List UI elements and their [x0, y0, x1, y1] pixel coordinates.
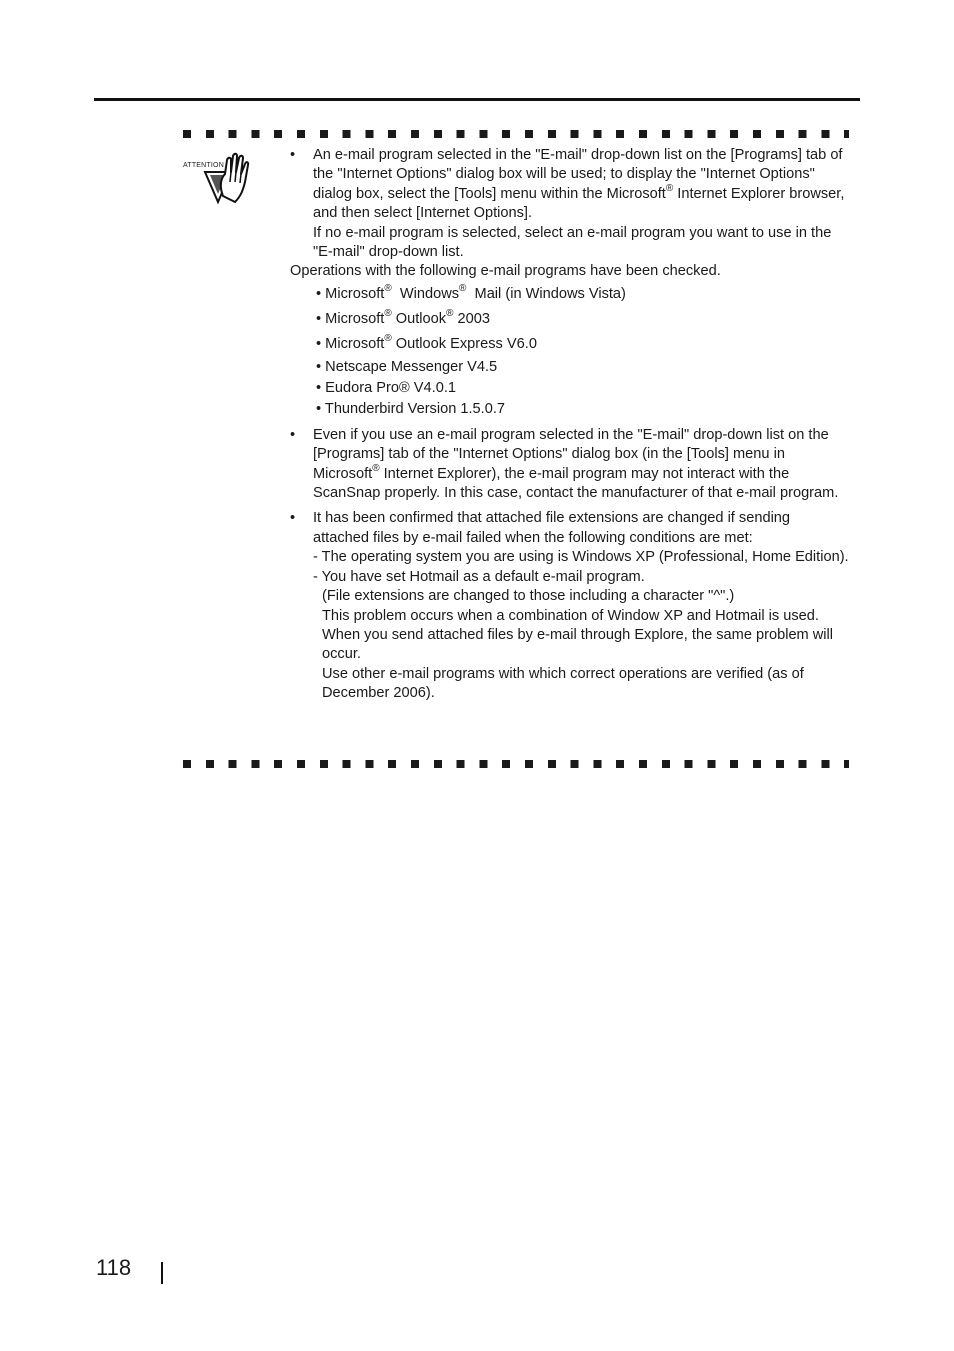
attention-top-border [183, 130, 849, 138]
condition-note: Use other e-mail programs with which correct operations are verified (as of December 2006). [322, 665, 804, 702]
attention-hand-icon [201, 152, 261, 206]
registered-mark: ® [446, 307, 454, 319]
bullet-paragraph [313, 146, 850, 224]
list-item [316, 307, 850, 332]
registered-mark: ® [372, 462, 380, 474]
bullet-dot: • [290, 510, 296, 527]
bullet1-text-a: An e-mail program selected in the "E-mail" drop-down list on the [Programs] tab of the "Internet Options" dialog box will be used; to display the "Internet Options" dialog box, select the [Tools] menu within the Microsoft [313, 147, 843, 202]
attention-label: ATTENTION [183, 162, 224, 169]
bullet2-text-a: Even if you use an e-mail program selected in the "E-mail" drop-down list on the [Programs] tab of the "Internet Options" dialog box (in the [Tools] menu in Microsoft [313, 426, 829, 482]
list-item [316, 282, 850, 307]
bullet-paragraph [313, 426, 850, 504]
bullet-item-file-extension [290, 509, 850, 703]
condition-hotmail: - You have set Hotmail as a default e-mail program. [313, 568, 645, 585]
page-number: 118 [96, 1255, 132, 1280]
bullet-item-email-program [290, 146, 850, 262]
checked-programs-intro: Operations with the following e-mail programs have been checked. [290, 263, 721, 280]
list-item: • Thunderbird Version 1.5.0.7 [316, 400, 506, 417]
program-text: Mail (in Windows Vista) [466, 285, 626, 302]
bullet1-text-b: Internet Explorer browser, and then select [Internet Options]. [313, 185, 845, 222]
checked-programs-list [290, 282, 850, 420]
program-text: • Microsoft [316, 285, 385, 302]
condition-os: - The operating system you are using is Windows XP (Professional, Home Edition). [313, 549, 849, 566]
registered-mark: ® [384, 332, 392, 344]
registered-mark: ® [384, 282, 392, 294]
registered-mark: ® [459, 282, 467, 294]
bullet2-text-b: Internet Explorer), the e-mail program may not interact with the ScanSnap properly. In this case, contact the manufacturer of that e-mail program. [313, 465, 839, 502]
list-item: • Eudora Pro® V4.0.1 [316, 379, 456, 396]
program-text: Windows [391, 285, 460, 302]
list-item: • Netscape Messenger V4.5 [316, 358, 498, 375]
top-rule [94, 98, 860, 101]
registered-mark: ® [384, 307, 392, 319]
bullet-item-interaction-warning [290, 426, 850, 504]
attention-block [183, 152, 263, 208]
list-item [316, 332, 850, 357]
attention-content [290, 146, 850, 704]
bullet-dot: • [290, 426, 296, 443]
condition-note: This problem occurs when a combination of Window XP and Hotmail is used. When you send attached files by e-mail through Explore, the same problem will occur. [322, 607, 834, 663]
program-text: 2003 [453, 310, 490, 327]
program-text: Outlook [391, 310, 447, 327]
registered-mark: ® [665, 182, 674, 194]
program-text: • Microsoft [316, 335, 385, 352]
program-text: • Microsoft [316, 310, 385, 327]
bullet3-intro: It has been confirmed that attached file extensions are changed if sending attached files by e-mail failed when the following conditions are met: [313, 510, 791, 546]
attention-bottom-border [183, 760, 849, 768]
page-number-divider [161, 1262, 163, 1284]
bullet1-note: If no e-mail program is selected, select an e-mail program you want to use in the "E-mail" drop-down list. [313, 224, 832, 261]
program-text: Outlook Express V6.0 [391, 335, 537, 352]
condition-note: (File extensions are changed to those including a character "^".) [322, 588, 735, 605]
bullet-dot: • [290, 147, 296, 163]
